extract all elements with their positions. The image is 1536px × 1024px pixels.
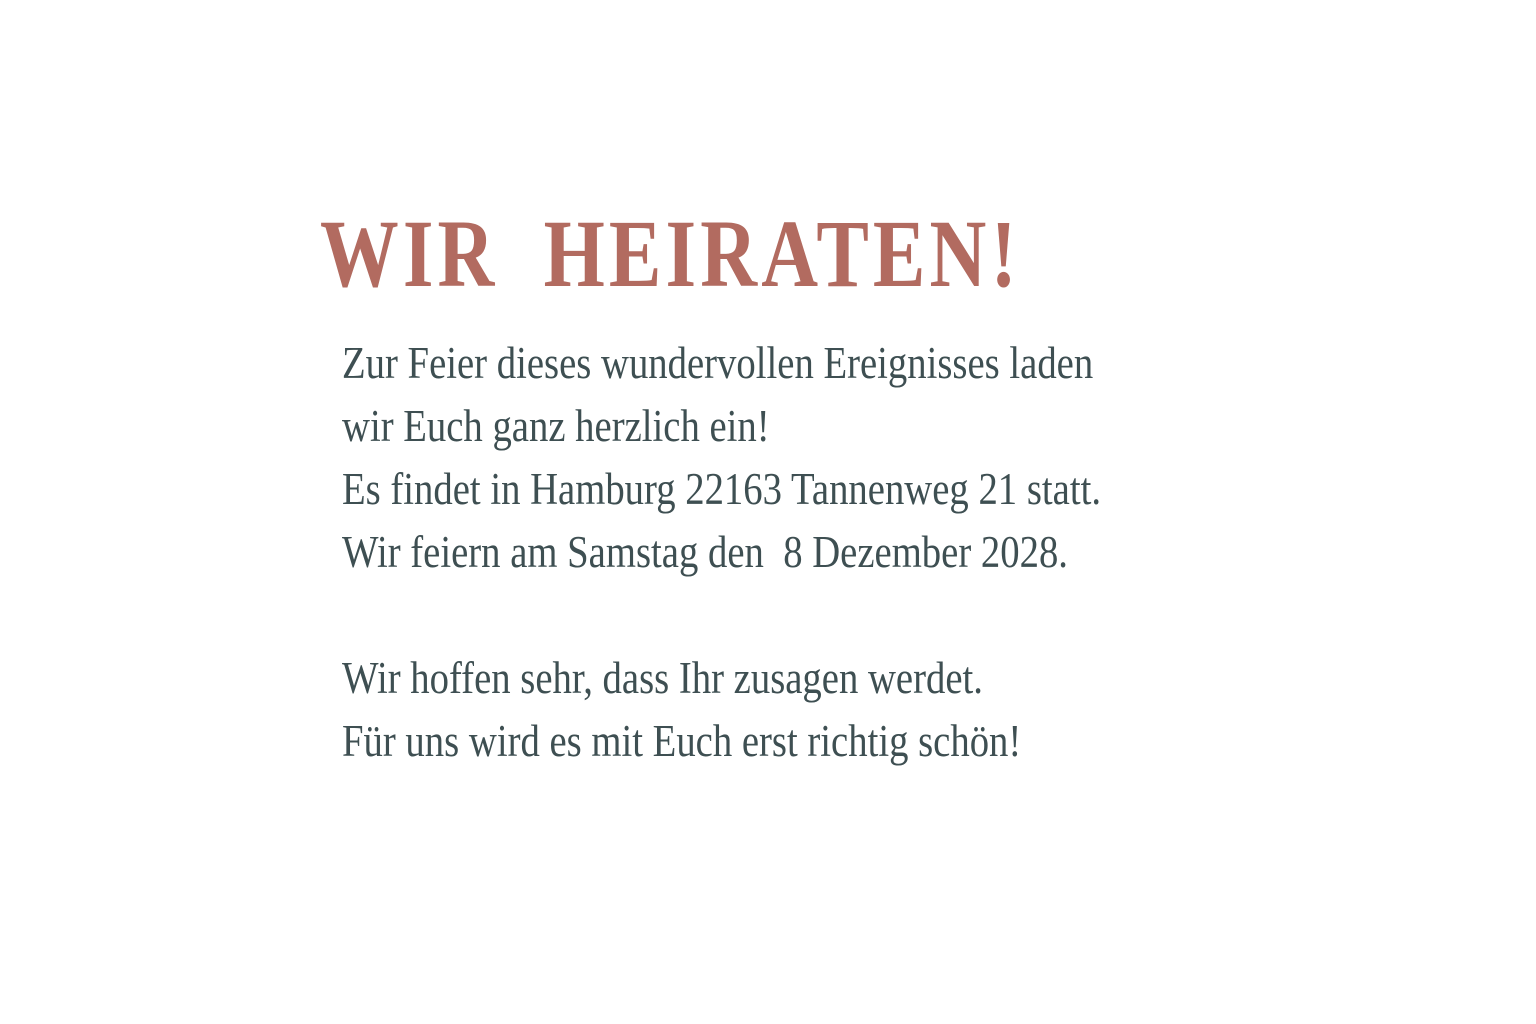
invitation-line-2: wir Euch ganz herzlich ein! xyxy=(342,401,770,451)
invitation-title: WIR HEIRATEN! xyxy=(320,200,1021,307)
invitation-line-3: Es findet in Hamburg 22163 Tannenweg 21 statt. xyxy=(342,464,1102,514)
invitation-body xyxy=(342,332,1101,773)
invitation-line-1: Zur Feier dieses wundervollen Ereignisses laden xyxy=(342,338,1094,388)
invitation-line-blank xyxy=(342,584,1101,647)
invitation-line-5: Wir hoffen sehr, dass Ihr zusagen werdet. xyxy=(342,653,983,703)
invitation-line-6: Für uns wird es mit Euch erst richtig schön! xyxy=(342,716,1022,766)
invitation-line-4: Wir feiern am Samstag den 8 Dezember 2028. xyxy=(342,527,1068,577)
